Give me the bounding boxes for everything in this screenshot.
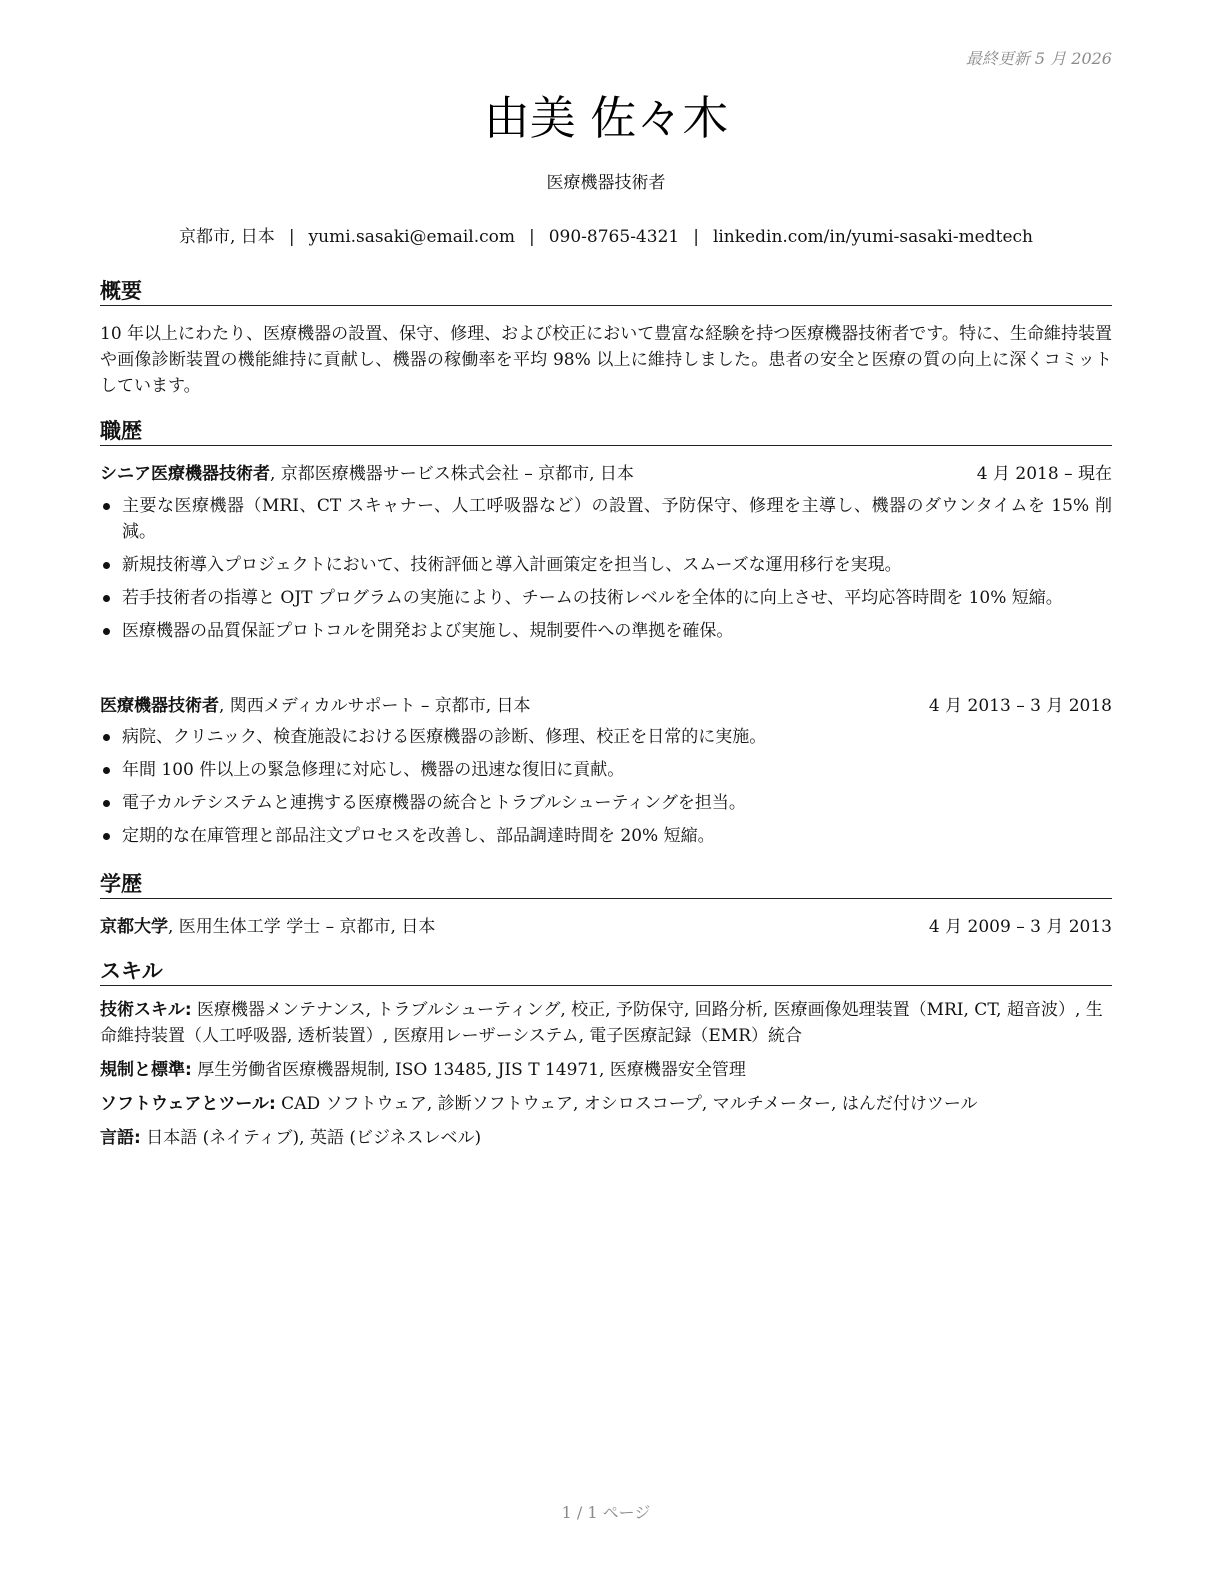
list-item (100, 585, 1112, 611)
contact-email[interactable]: yumi.sasaki@email.com (308, 227, 515, 247)
summary-heading: 概要 (100, 277, 1112, 306)
education-detail: , 医用生体工学 学士 – 京都市, 日本 (168, 917, 436, 937)
skills-heading: スキル (100, 957, 1112, 986)
last-updated: 最終更新 5 月 2026 (965, 49, 1112, 68)
skill-value: 医療機器メンテナンス, トラブルシューティング, 校正, 予防保守, 回路分析, 医療画像処理装置（MRI, CT, 超音波）, 生命維持装置（人工呼吸器, 透析装置）, 医療用レーザーシステム, 電子医療記録（EMR）統合 (100, 1000, 1103, 1046)
skill-row (100, 1125, 1112, 1151)
resume-page (100, 0, 1112, 1584)
education-school: 京都大学 (100, 917, 168, 937)
page-number: 1 / 1 ページ (561, 1503, 651, 1522)
skill-row (100, 1091, 1112, 1117)
bullet-text: 定期的な在庫管理と部品注文プロセスを改善し、部品調達時間を 20% 短縮。 (122, 826, 715, 846)
experience-organization: , 京都医療機器サービス株式会社 – 京都市, 日本 (270, 464, 634, 484)
skill-row (100, 1057, 1112, 1083)
skill-label: 技術スキル: (100, 1000, 192, 1020)
bullet-text: 病院、クリニック、検査施設における医療機器の診断、修理、校正を日常的に実施。 (122, 727, 767, 747)
experience-role: シニア医療機器技術者 (100, 464, 270, 484)
experience-dates: 4 月 2018 – 現在 (976, 464, 1112, 484)
bullet-dot-icon (103, 800, 110, 807)
bullet-dot-icon (103, 767, 110, 774)
experience-role: 医療機器技術者 (100, 696, 219, 716)
experience-entry-header (100, 693, 1112, 719)
summary-text: 10 年以上にわたり、医療機器の設置、保守、修理、および校正において豊富な経験を持つ医療機器技術者です。特に、生命維持装置や画像診断装置の機能維持に貢献し、機器の稼働率を平均 98% 以上に維持しました。患者の安全と医療の質の向上に深くコミットしています。 (100, 324, 1112, 396)
experience-bullet-list (100, 724, 1112, 856)
bullet-text: 医療機器の品質保証プロトコルを開発および実施し、規制要件への準拠を確保。 (122, 621, 734, 641)
bullet-text: 新規技術導入プロジェクトにおいて、技術評価と導入計画策定を担当し、スムーズな運用移行を実現。 (122, 555, 902, 575)
experience-entry-header (100, 461, 1112, 487)
contact-phone: 090-8765-4321 (548, 227, 680, 247)
contact-separator: | (529, 227, 535, 247)
skill-label: ソフトウェアとツール: (100, 1094, 276, 1114)
list-item (100, 823, 1112, 849)
list-item (100, 618, 1112, 644)
contact-location: 京都市, 日本 (179, 227, 275, 247)
list-item (100, 790, 1112, 816)
skills-list (100, 997, 1112, 1159)
skill-label: 言語: (100, 1128, 141, 1148)
contact-line (100, 224, 1112, 250)
contact-linkedin[interactable]: linkedin.com/in/yumi-sasaki-medtech (712, 227, 1033, 247)
skill-row (100, 997, 1112, 1049)
education-dates: 4 月 2009 – 3 月 2013 (928, 917, 1112, 937)
experience-organization: , 関西メディカルサポート – 京都市, 日本 (219, 696, 531, 716)
candidate-name: 由美 佐々木 (483, 91, 729, 145)
contact-separator: | (693, 227, 699, 247)
bullet-dot-icon (103, 628, 110, 635)
list-item (100, 493, 1112, 545)
bullet-text: 電子カルテシステムと連携する医療機器の統合とトラブルシューティングを担当。 (122, 793, 746, 813)
contact-separator: | (288, 227, 295, 247)
bullet-dot-icon (103, 734, 110, 741)
bullet-text: 年間 100 件以上の緊急修理に対応し、機器の迅速な復旧に貢献。 (122, 760, 625, 780)
bullet-text: 主要な医療機器（MRI、CT スキャナー、人工呼吸器など）の設置、予防保守、修理を主導し、機器のダウンタイムを 15% 削減。 (122, 496, 1112, 542)
experience-bullet-list (100, 493, 1112, 651)
skill-value: CAD ソフトウェア, 診断ソフトウェア, オシロスコープ, マルチメーター, はんだ付けツール (275, 1094, 978, 1114)
list-item (100, 552, 1112, 578)
skill-label: 規制と標準: (100, 1060, 192, 1080)
list-item (100, 724, 1112, 750)
bullet-dot-icon (103, 595, 110, 602)
skill-value: 日本語 (ネイティブ), 英語 (ビジネスレベル) (140, 1128, 482, 1148)
bullet-text: 若手技術者の指導と OJT プログラムの実施により、チームの技術レベルを全体的に向上させ、平均応答時間を 10% 短縮。 (122, 588, 1063, 608)
skill-value: 厚生労働省医療機器規制, ISO 13485, JIS T 14971, 医療機器安全管理 (191, 1060, 746, 1080)
experience-dates: 4 月 2013 – 3 月 2018 (928, 696, 1112, 716)
bullet-dot-icon (103, 503, 110, 510)
job-title: 医療機器技術者 (546, 173, 666, 193)
bullet-dot-icon (103, 833, 110, 840)
education-entry (100, 914, 1112, 940)
education-heading: 学歴 (100, 870, 1112, 899)
bullet-dot-icon (103, 562, 110, 569)
experience-heading: 職歴 (100, 417, 1112, 446)
list-item (100, 757, 1112, 783)
